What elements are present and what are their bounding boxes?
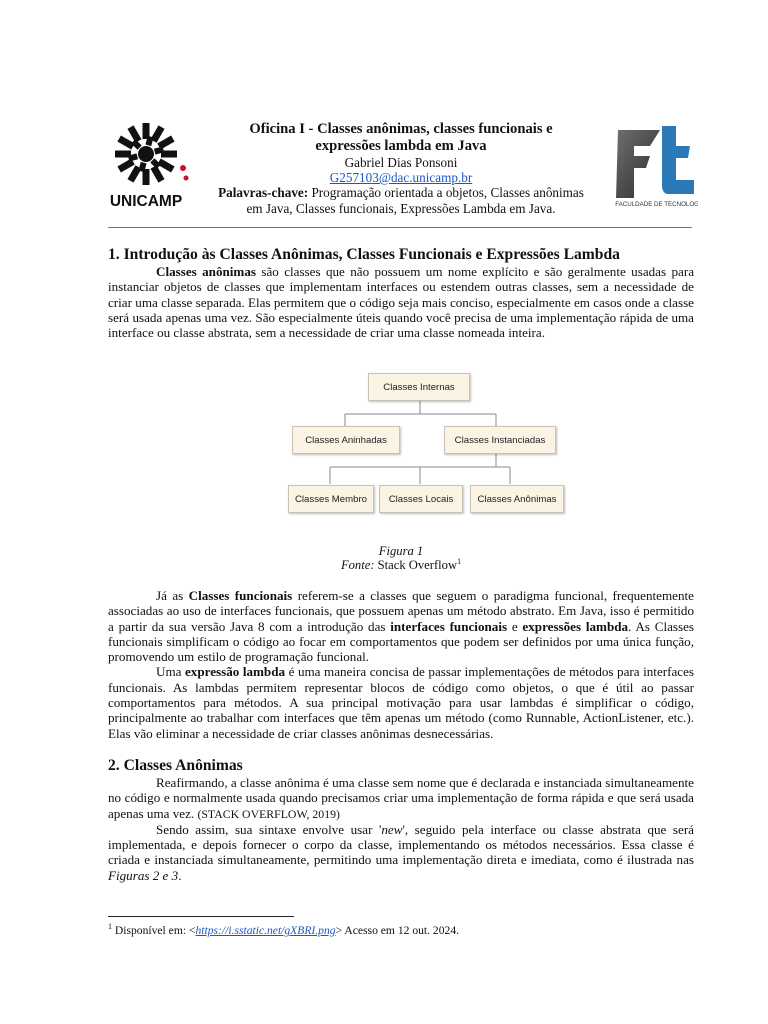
paper-title: Oficina I - Classes anônimas, classes funcionais e expressões lambda em Java <box>249 121 553 154</box>
paragraph: Uma expressão lambda é uma maneira concisa de passar implementações de métodos para interfaces funcionais. As lambdas permitem representar blocos de código como objetos, o que é útil ao passar comportamentos para métodos. A sua principal motivação para usar lambdas é simplificar o código, principalmente ao trabalhar com interfaces que têm apenas um método (como Runnable, ActionListener, etc.). Elas vão eliminar a necessidade de criar classes anônimas desnecessárias. <box>108 664 695 741</box>
unicamp-logo <box>106 122 192 212</box>
keywords: Palavras-chave: Programação orientada a objetos, Classes anônimas <box>218 185 584 201</box>
diagram-node-classes-instanciadas: Classes Instanciadas <box>444 426 556 454</box>
diagram-node-classes-anonimas: Classes Anônimas <box>470 485 564 513</box>
section-1-continued <box>108 588 694 741</box>
paragraph: Classes anônimas são classes que não possuem um nome explícito e são geralmente usadas para instanciar objetos de classes que implementam interfaces ou estendem outras classes, sem a necessidade de criar uma classe separada. Elas permitem que o código seja mais conciso, especialmente em casos onde a classe será usada apenas uma vez. São especialmente úteis quando você precisa de uma implementação rápida de uma interface ou classe abstrata, sem a necessidade de criar uma classe nomeada inteira. <box>108 264 695 341</box>
ft-logo <box>610 122 698 208</box>
section-1 <box>108 246 694 340</box>
diagram-node-classes-membro: Classes Membro <box>288 485 374 513</box>
figure-1-caption: Figura 1 Fonte: Stack Overflow$^1$ <box>108 544 694 573</box>
footnote-link[interactable]: https://i.sstatic.net/gXBRI.png <box>195 924 336 937</box>
footnote-divider <box>108 916 294 917</box>
paper-header: Oficina I - Classes anônimas, classes funcionais e expressões lambda em Java Gabriel Dias Ponsoni G257103@dac.unicamp.br Palavras-chave: Programação orientada a objetos, Classes anônimas em Java, Classes funcionais, Expressões Lambda em Java. <box>196 121 606 216</box>
diagram-node-classes-locais: Classes Locais <box>379 485 463 513</box>
author-email-link[interactable]: G257103@dac.unicamp.br <box>329 170 473 186</box>
header-divider <box>108 227 692 228</box>
svg-text:UNICAMP: UNICAMP <box>109 193 183 210</box>
diagram-node-classes-internas: Classes Internas <box>368 373 470 401</box>
section-2 <box>108 757 694 883</box>
svg-text:FACULDADE DE TECNOLOGIA: FACULDADE DE TECNOLOGIA <box>615 201 698 208</box>
paragraph: Sendo assim, sua sintaxe envolve usar 'new', seguido pela interface ou classe abstrata que será implementada, e depois fornecer o corpo da classe, implementando os métodos necessários. Essa classe é criada e instanciada simultaneamente, permitindo uma implementação direta e imediata, como é ilustrada nas Figuras 2 e 3. <box>108 821 694 883</box>
figure-1-diagram <box>284 364 568 530</box>
section-1-heading: 1. Introdução às Classes Anônimas, Classes Funcionais e Expressões Lambda <box>108 246 620 263</box>
paragraph: Reafirmando, a classe anônima é uma classe sem nome que é declarada e instanciada simultaneamente no código e normalmente usada quando precisamos criar uma implementação de forma rápida e que será usada apenas uma vez. (STACK OVERFLOW, 2019) <box>108 775 694 821</box>
paragraph: Já as Classes funcionais referem-se a classes que seguem o paradigma funcional, frequentemente associadas ao uso de interfaces funcionais, que possuem apenas um método abstrato. Em Java, isso é permitido a partir da sua versão Java 8 com a introdução das interfaces funcionais e expressões lambda. As Classes funcionais simplificam o código ao focar em comportamentos que podem ser definidos por uma única função, promovendo um estilo de programação funcional. <box>108 588 695 665</box>
diagram-node-classes-aninhadas: Classes Aninhadas <box>292 426 400 454</box>
section-2-heading: 2. Classes Anônimas <box>108 757 243 774</box>
figure-1-source: Fonte: Stack Overflow$^1$ <box>340 557 462 573</box>
footnote: $^1$ Disponível em: <https://i.sstatic.net/gXBRI.png> Acesso em 12 out. 2024. <box>108 922 460 937</box>
author-name: Gabriel Dias Ponsoni <box>344 155 458 170</box>
